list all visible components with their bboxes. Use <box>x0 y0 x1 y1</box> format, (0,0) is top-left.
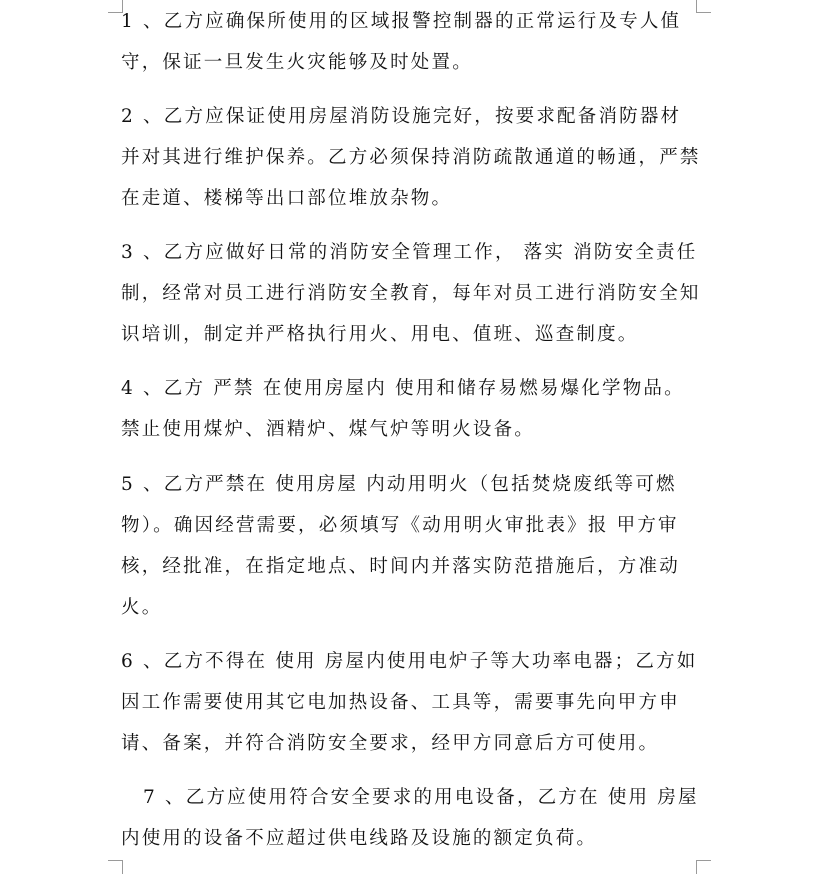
margin-corner-bottom-left <box>108 860 123 874</box>
clause-3: 3 、乙方应做好日常的消防安全管理工作， 落实 消防安全责任制，经常对员工进行消防安全教育，每年对员工进行消防安全知识培训，制定并严格执行用火、用电、值班、巡查制度。 <box>121 242 701 345</box>
clause-4: 4 、乙方 严禁 在使用房屋内 使用和储存易燃易爆化学物品。禁止使用煤炉、酒精炉、煤气炉等明火设备。 <box>121 378 685 440</box>
clause-6: 6 、乙方不得在 使用 房屋内使用电炉子等大功率电器；乙方如因工作需要使用其它电加热设备、工具等，需要事先向甲方申请、备案，并符合消防安全要求，经甲方同意后方可使用。 <box>121 651 698 754</box>
clause-7: 7 、乙方应使用符合安全要求的用电设备，乙方在 使用 房屋内使用的设备不应超过供电线路及设施的额定负荷。 <box>121 787 699 849</box>
margin-corner-bottom-right <box>696 860 711 874</box>
clause-5: 5 、乙方严禁在 使用房屋 内动用明火（包括焚烧废纸等可燃物）。确因经营需要，必须填写《动用明火审批表》报 甲方审核，经批准，在指定地点、时间内并落实防范措施后，方准动火。 <box>121 474 680 618</box>
clause-2: 2 、乙方应保证使用房屋消防设施完好，按要求配备消防器材并对其进行维护保养。乙方必须保持消防疏散通道的畅通，严禁在走道、楼梯等出口部位堆放杂物。 <box>121 106 701 209</box>
clause-1: 1 、乙方应确保所使用的区域报警控制器的正常运行及专人值守，保证一旦发生火灾能够及时处置。 <box>121 11 682 73</box>
